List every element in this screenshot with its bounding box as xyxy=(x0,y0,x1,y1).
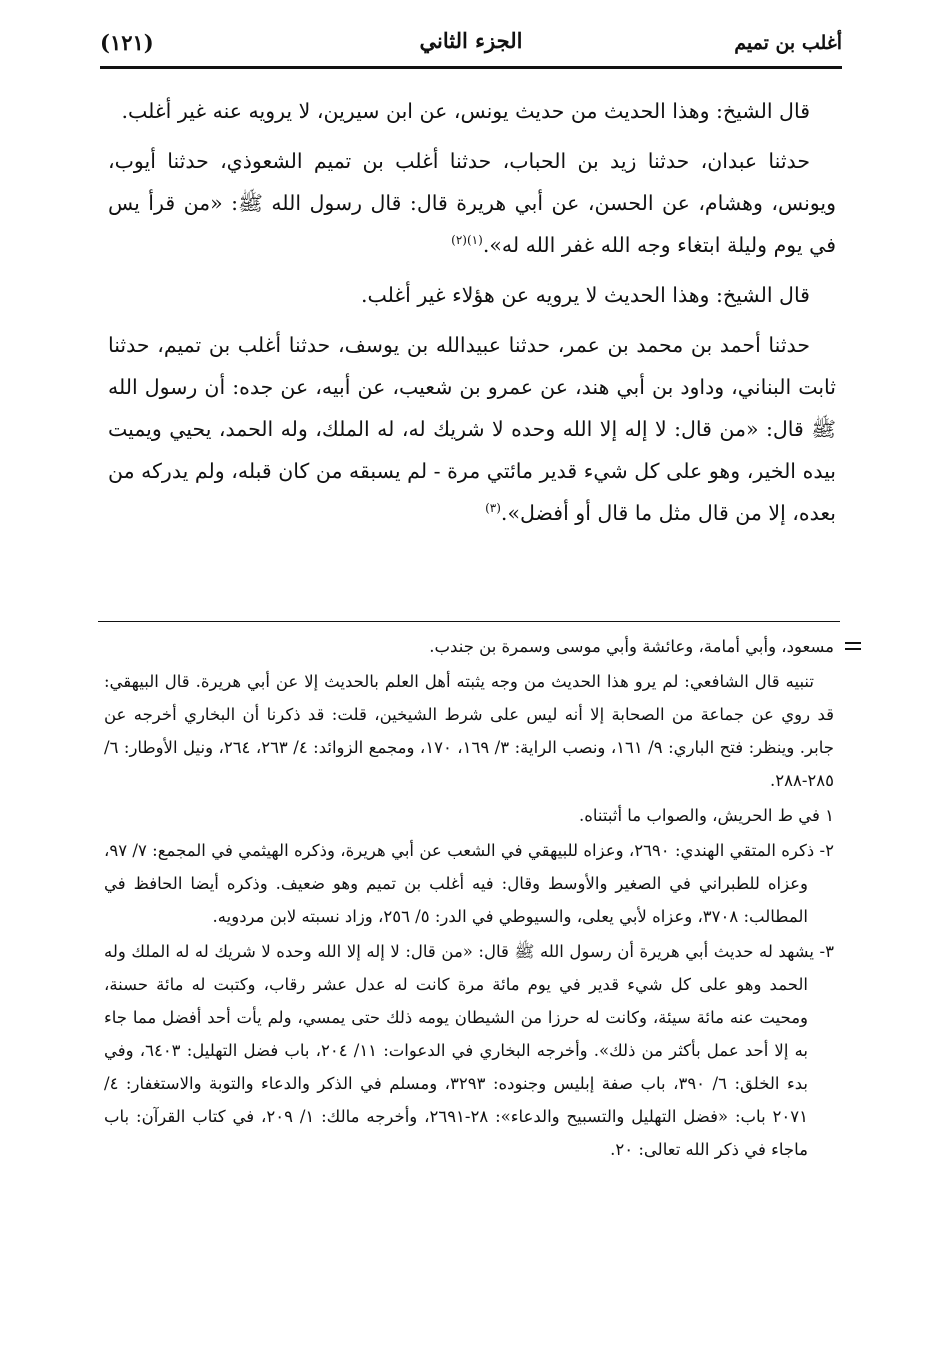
paragraph: قال الشيخ: وهذا الحديث من حديث يونس، عن ابن سيرين، لا يرويه عنه غير أغلب. xyxy=(121,99,810,123)
footnote-ref: (٣) xyxy=(485,501,501,516)
paragraph: قال الشيخ: وهذا الحديث لا يرويه عن هؤلاء غير أغلب. xyxy=(360,283,810,307)
footnote-item: ١ في ط الحريش، والصواب ما أثبتناه. xyxy=(579,806,834,825)
footnote-item: ٢- ذكره المتقي الهندي: ٢٦٩٠، وعزاه للبيهقي في الشعب عن أبي هريرة، وذكره الهيثمي في المجمع: ٧/ ٩٧، وعزاه للطبراني في الصغير والأوسط وقال: فيه أغلب بن تميم وهو ضعيف. وذكره أيضا الحافظ في المطالب: ٣٧٠٨، وعزاه لأبي يعلى، والسيوطي في الدر: ٥/ ٢٥٦، وزاد نسبته لابن مردويه. xyxy=(104,841,834,926)
page-number: (١٢١) xyxy=(100,30,154,55)
paragraph-text: حدثنا أحمد بن محمد بن عمر، حدثنا عبيدالله بن يوسف، حدثنا أغلب بن تميم، حدثنا ثابت البناني، وداود بن أبي هند، عن عمرو بن شعيب، عن أبيه، عن جده: أن رسول الله ﷺ قال: «من قال: لا إله إلا الله وحده لا شريك له، له الملك، وله الحمد، يحيي ويميت بيده الخير، وهو على كل شيء قدير مائتي مرة - لم يسبقه من كان قبله، ولم يدركه من بعده، إلا من قال مثل ما قال أو أفضل». xyxy=(108,333,836,525)
header-rule xyxy=(100,66,842,69)
running-title: أغلب بن تميم xyxy=(734,32,842,54)
paragraph xyxy=(108,140,836,266)
footnote-ref: (٢) xyxy=(451,233,467,248)
footnote-ref: (١) xyxy=(466,233,483,248)
continuation-mark xyxy=(845,640,861,654)
footnote-note: تنبيه قال الشافعي: لم يرو هذا الحديث من وجه يثبته أهل العلم بالحديث إلا عن أبي هريرة. قال البيهقي: قد روي عن جماعة من الصحابة إلا أنه ليس على شرط الشيخين، قلت: قد ذكرنا أن البخاري أخرجه عن جابر. وينظر: فتح الباري: ٩/ ١٦١، ونصب الراية: ٣/ ١٦٩، ١٧٠، ومجمع الزوائد: ٤/ ٢٦٣، ٢٦٤، ونيل الأوطار: ٦/ ٢٨٥-٢٨٨. xyxy=(104,672,834,790)
paragraph xyxy=(108,324,836,534)
footnote-rule xyxy=(98,621,840,622)
paragraph-text: حدثنا عبدان، حدثنا زيد بن الحباب، حدثنا أغلب بن تميم الشعوذي، حدثنا أيوب، ويونس، وهشام، عن الحسن، عن أبي هريرة قال: قال رسول الله ﷺ: «من قرأ يس في يوم وليلة ابتغاء وجه الله غفر الله له». xyxy=(108,149,836,257)
footnote-continuation: مسعود، وأبي أمامة، وعائشة وأبي موسى وسمرة بن جندب. xyxy=(429,637,834,656)
part-title: الجزء الثاني xyxy=(419,28,523,53)
footnotes xyxy=(104,630,834,1168)
page-header xyxy=(100,20,842,66)
footnote-item: ٣- يشهد له حديث أبي هريرة أن رسول الله ﷺ قال: «من قال: لا إله إلا الله وحده لا شريك له له الملك وله الحمد وهو على كل شيء قدير في يوم مائة مرة كانت له عدل عشر رقاب، وكتبت له مائة حسنة، ومحيت عنه مائة سيئة، وكانت له حرزا من الشيطان يومه ذلك حتى يمسي، ولم يأت أحد أفضل مما جاء به إلا أحد عمل بأكثر من ذلك». وأخرجه البخاري في الدعوات: ١١/ ٢٠٤، باب فضل التهليل: ٦٤٠٣، وفي بدء الخلق: ٦/ ٣٩٠، باب صفة إبليس وجنوده: ٣٢٩٣، ومسلم في الذكر والدعاء والتوبة والاستغفار: ٤/ ٢٠٧١ باب: «فضل التهليل والتسبيح والدعاء»: ٢٨-٢٦٩١، وأخرجه مالك: ١/ ٢٠٩، في كتاب القرآن: باب ماجاء في ذكر الله تعالى: ٢٠. xyxy=(104,942,834,1159)
main-text xyxy=(108,90,836,542)
